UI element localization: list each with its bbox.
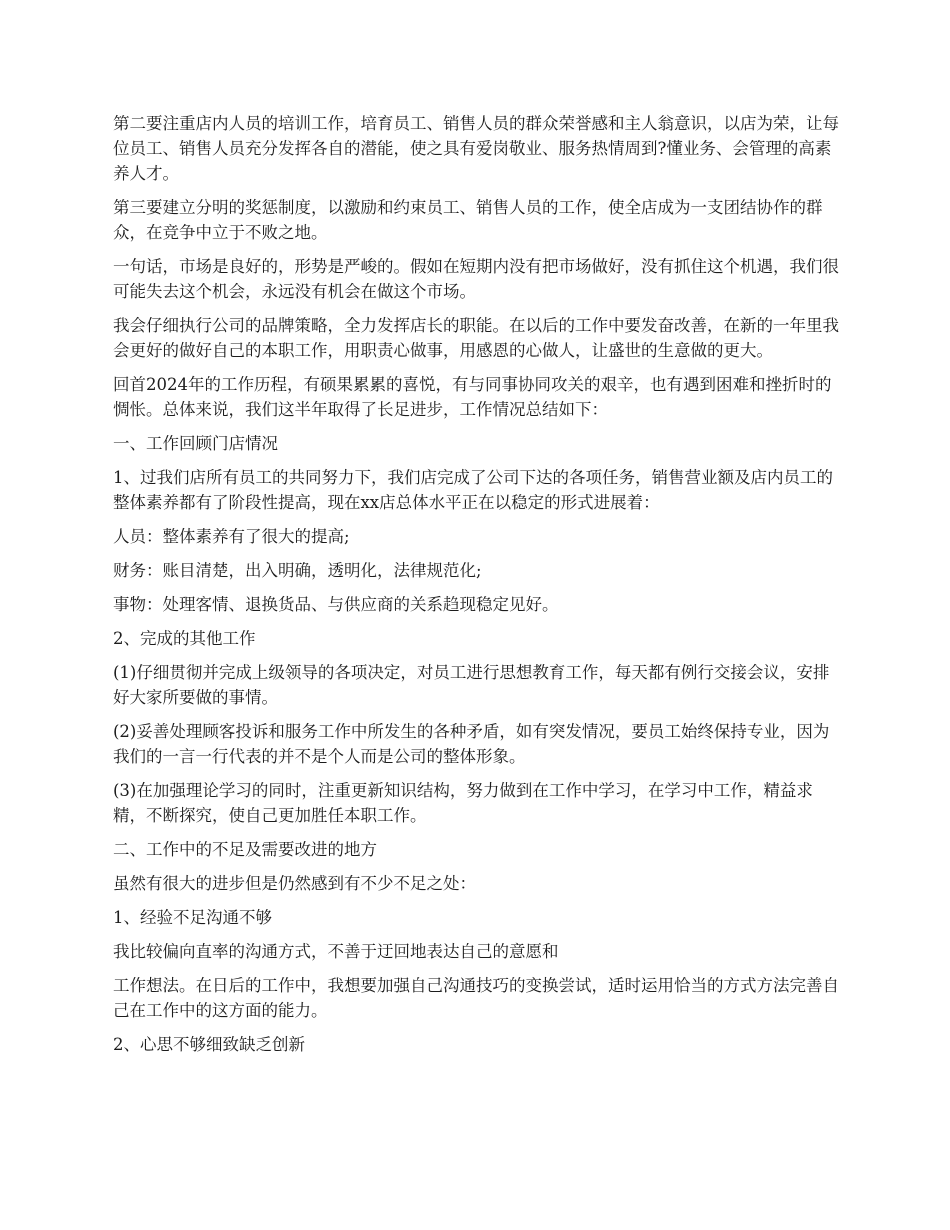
subsection-heading: 2、完成的其他工作 — [113, 629, 256, 648]
list-item: (1)仔细贯彻并完成上级领导的各项决定，对员工进行思想教育工作，每天都有例行交接会议，安排好大家所要做的事情。 — [113, 663, 830, 707]
subsection-heading: 2、心思不够细致缺乏创新 — [113, 1035, 305, 1054]
paragraph: 第三要建立分明的奖惩制度，以激励和约束员工、销售人员的工作，使全店成为一支团结协作的群众，在竞争中立于不败之地。 — [113, 198, 823, 242]
paragraph: 工作想法。在日后的工作中，我想要加强自己沟通技巧的变换尝试，适时运用恰当的方式方法完善自己在工作中的这方面的能力。 — [113, 976, 839, 1020]
paragraph: 第二要注重店内人员的培训工作，培育员工、销售人员的群众荣誉感和主人翁意识，以店为荣，让每位员工、销售人员充分发挥各自的潜能，使之具有爱岗敬业、服务热情周到?懂业务、会管理的高素养人才。 — [113, 114, 839, 183]
list-item: 财务：账目清楚，出入明确，透明化，法律规范化; — [113, 561, 482, 580]
paragraph: 1、过我们店所有员工的共同努力下，我们店完成了公司下达的各项任务，销售营业额及店内员工的整体素养都有了阶段性提高，现在xx店总体水平正在以稳定的形式进展着： — [113, 468, 833, 512]
paragraph: 我比较偏向直率的沟通方式，不善于迂回地表达自己的意愿和 — [113, 942, 559, 961]
list-item: (2)妥善处理顾客投诉和服务工作中所发生的各种矛盾，如有突发情况，要员工始终保持专业，因为我们的一言一行代表的并不是个人而是公司的整体形象。 — [113, 722, 830, 766]
paragraph: 回首2024年的工作历程，有硕果累累的喜悦，有与同事协同攻关的艰辛，也有遇到困难和挫折时的惆怅。总体来说，我们这半年取得了长足进步，工作情况总结如下： — [113, 375, 832, 419]
subsection-heading: 1、经验不足沟通不够 — [113, 908, 272, 927]
paragraph: 我会仔细执行公司的品牌策略，全力发挥店长的职能。在以后的工作中要发奋改善，在新的一年里我会更好的做好自己的本职工作，用职责心做事，用感恩的心做人，让盛世的生意做的更大。 — [113, 316, 839, 360]
list-item: 事物：处理客情、退换货品、与供应商的关系趋现稳定见好。 — [113, 595, 559, 614]
list-item: 人员：整体素养有了很大的提高; — [113, 527, 350, 546]
document-body — [113, 111, 843, 1066]
paragraph: 虽然有很大的进步但是仍然感到有不少不足之处： — [113, 874, 476, 893]
section-heading: 二、工作中的不足及需要改进的地方 — [113, 840, 377, 859]
list-item: (3)在加强理论学习的同时，注重更新知识结构，努力做到在工作中学习，在学习中工作，精益求精，不断探究，使自己更加胜任本职工作。 — [113, 781, 813, 825]
paragraph: 一句话，市场是良好的，形势是严峻的。假如在短期内没有把市场做好，没有抓住这个机遇，我们很可能失去这个机会，永远没有机会在做这个市场。 — [113, 257, 839, 301]
section-heading: 一、工作回顾门店情况 — [113, 434, 278, 453]
